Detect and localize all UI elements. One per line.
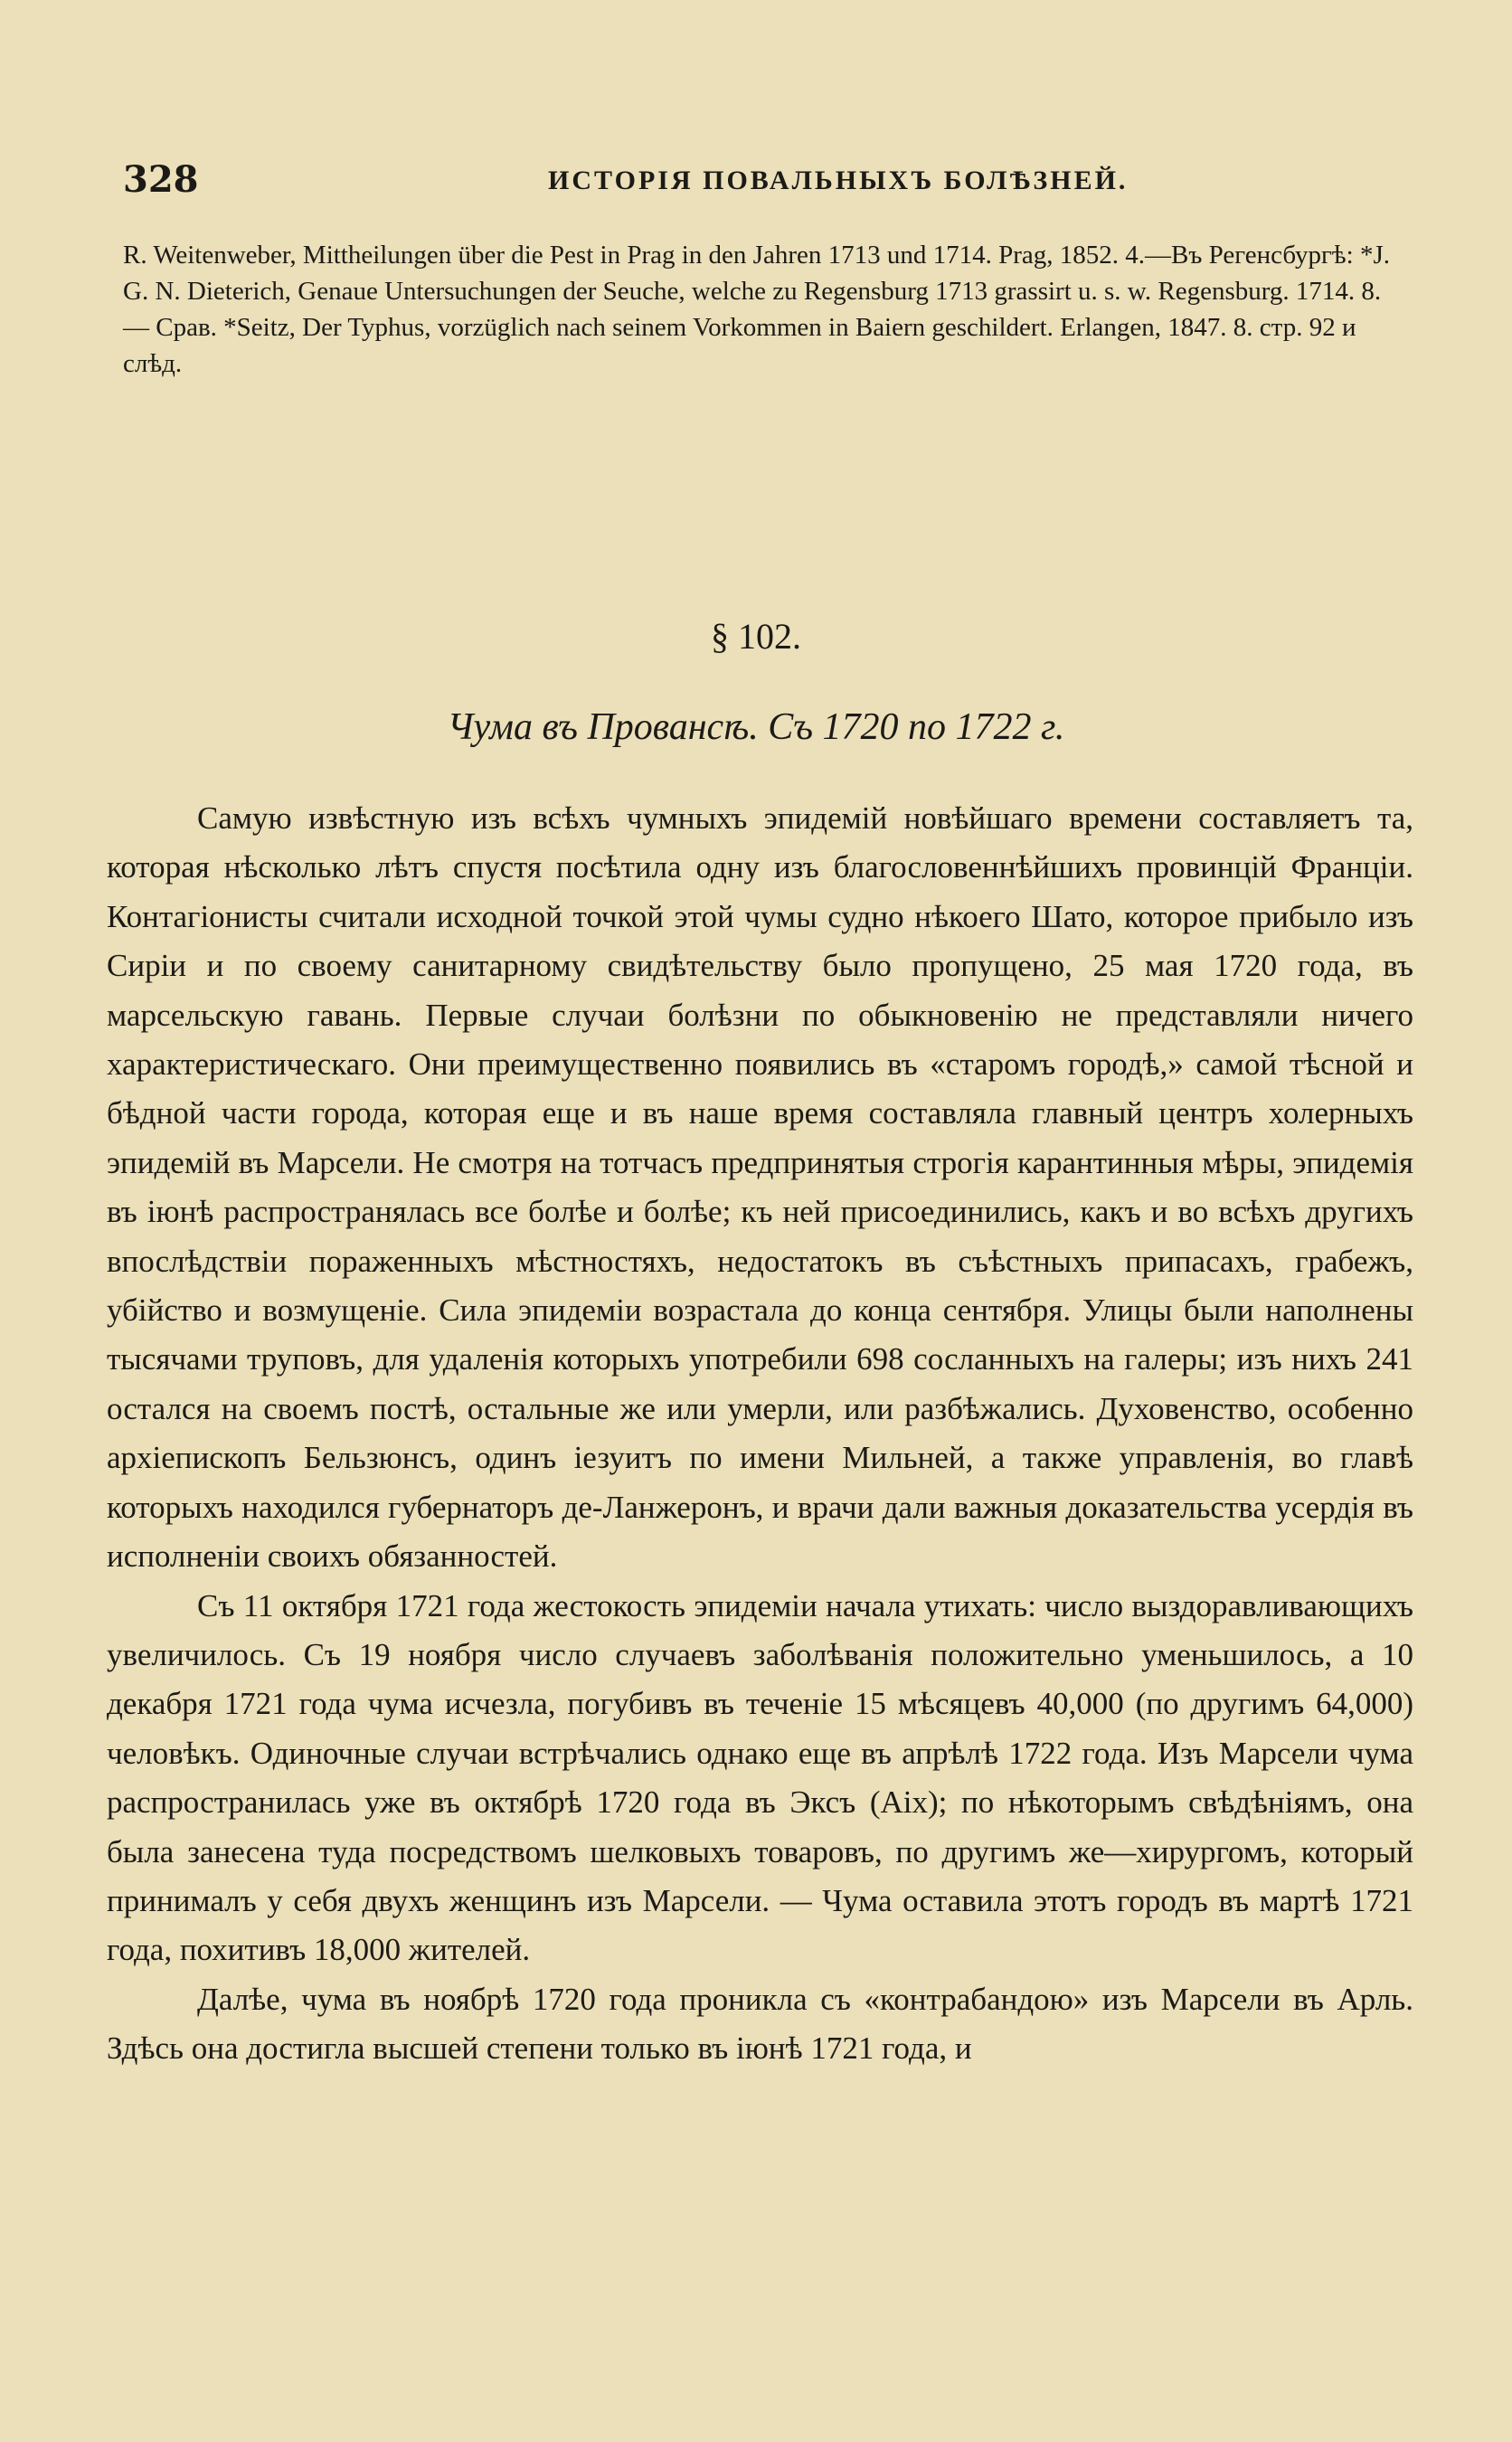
paragraph: Съ 11 октября 1721 года жестокость эпидеміи начала утихать: число выздоравливающихъ увеличилось. Съ 19 ноября число случаевъ заболѣванія положительно уменьшилось, а 10 декабря 1721 года чума исчезла, погубивъ въ теченіе 15 мѣсяцевъ 40,000 (по другимъ 64,000) человѣкъ. Одиночные случаи встрѣчались однако еще въ апрѣлѣ 1722 года. Изъ Марсели чума распространилась уже въ октябрѣ 1720 года въ Эксъ (Aix); по нѣкоторымъ свѣдѣніямъ, она была занесена туда посредствомъ шелковыхъ товаровъ, по другимъ же—хирургомъ, который принималъ у себя двухъ женщинъ изъ Марсели. — Чума оставила этотъ городъ въ мартѣ 1721 года, похитивъ 18,000 жителей. [107, 1587, 1413, 1968]
bibliography-references [123, 237, 1412, 382]
page-number: 328 [123, 158, 199, 201]
body-text [107, 794, 1413, 2074]
page-header [123, 158, 1389, 213]
section-title: Чума въ Провансѣ. Съ 1720 по 1722 г. [447, 706, 1065, 748]
running-title: ИСТОРІЯ ПОВАЛЬНЫХЪ БОЛѢЗНЕЙ. [548, 166, 1129, 195]
section-number: § 102. [711, 616, 801, 657]
paragraph: Далѣе, чума въ ноябрѣ 1720 года проникла съ «контрабандою» изъ Марсели въ Арль. Здѣсь она достигла высшей степени только въ іюнѣ 1721 года, и [107, 1981, 1413, 2067]
reference-entry: R. Weitenweber, Mittheilungen über die Pest in Prag in den Jahren 1713 und 1714. Prag, 1852. 4.—Въ Регенсбургѣ: *J. G. N. Dieterich, Genaue Untersuchungen der Seuche, welche zu Regensburg 1713 grassirt u. s. w. Regensburg. 1714. 8. — Срав. *Seitz, Der Typhus, vorzüglich nach seinem Vorkommen in Baiern geschildert. Erlangen, 1847. 8. стр. 92 и слѣд. [123, 241, 1390, 378]
paragraph: Самую извѣстную изъ всѣхъ чумныхъ эпидемій новѣйшаго времени составляетъ та, которая нѣсколько лѣтъ спустя посѣтила одну изъ благословеннѣйшихъ провинцій Франціи. Контагіонисты считали исходной точкой этой чумы судно нѣкоего Шато, которое прибыло изъ Сиріи и по своему санитарному свидѣтельству было пропущено, 25 мая 1720 года, въ марсельскую гавань. Первые случаи болѣзни по обыкновенію не представляли ничего характеристическаго. Они преимущественно появились въ «старомъ городѣ,» самой тѣсной и бѣдной части города, которая еще и въ наше время составляла главный центръ холерныхъ эпидемій въ Марсели. Не смотря на тотчасъ предпринятыя строгія карантинныя мѣры, эпидемія въ іюнѣ распространялась все болѣе и болѣе; къ ней присоединились, какъ и во всѣхъ другихъ впослѣдствіи пораженныхъ мѣстностяхъ, недостатокъ въ съѣстныхъ припасахъ, грабежъ, убійство и возмущеніе. Сила эпидеміи возрастала до конца сентября. Улицы были наполнены тысячами труповъ, для удаленія которыхъ употребили 698 сосланныхъ на галеры; изъ нихъ 241 остался на своемъ постѣ, остальные же или умерли, или разбѣжались. Духовенство, особенно архіепископъ Бельзюнсъ, одинъ іезуитъ по имени Мильней, а также управленія, во главѣ которыхъ находился губернаторъ де-Ланжеронъ, и врачи дали важныя доказательства усердія въ исполненіи своихъ обязанностей. [107, 800, 1413, 1575]
